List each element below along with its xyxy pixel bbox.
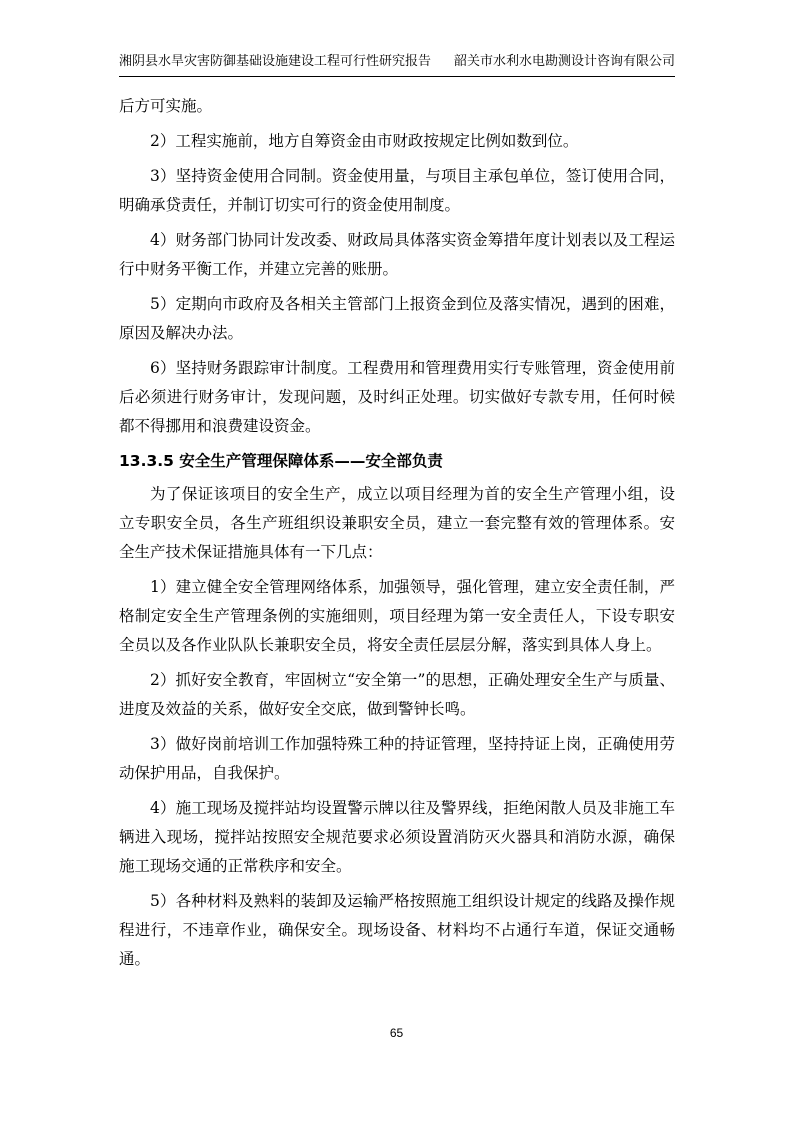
paragraph: 后方可实施。	[119, 97, 213, 115]
paragraph: 3）做好岗前培训工作加强特殊工种的持证管理，坚持持证上岗，正确使用劳动保护用品，自我保护。	[119, 735, 675, 782]
paragraph: 2）工程实施前，地方自筹资金由市财政按规定比例如数到位。	[150, 132, 579, 150]
page-header	[119, 52, 675, 77]
section-heading: 13.3.5 安全生产管理保障体系——安全部负责	[119, 452, 443, 470]
paragraph: 4）财务部门协同计发改委、财政局具体落实资金筹措年度计划表以及工程运行中财务平衡工作，并建立完善的账册。	[119, 231, 675, 278]
paragraph: 4）施工现场及搅拌站均设置警示牌以往及警界线，拒绝闲散人员及非施工车辆进入现场，搅拌站按照安全规范要求必须设置消防灭火器具和消防水源，确保施工现场交通的正常秩序和安全。	[119, 799, 675, 875]
paragraph: 为了保证该项目的安全生产，成立以项目经理为首的安全生产管理小组，设立专职安全员，各生产班组织设兼职安全员，建立一套完整有效的管理体系。安全生产技术保证措施具体有一下几点：	[119, 485, 675, 561]
paragraph: 5）定期向市政府及各相关主管部门上报资金到位及落实情况，遇到的困难，原因及解决办法。	[119, 295, 675, 342]
page-number: 65	[389, 1026, 404, 1040]
paragraph: 1）建立健全安全管理网络体系，加强领导，强化管理，建立安全责任制，严格制定安全生产管理条例的实施细则，项目经理为第一安全责任人，下设专职安全员以及各作业队队长兼职安全员，将安全责任层层分解，落实到具体人身上。	[119, 578, 675, 654]
paragraph: 3）坚持资金使用合同制。资金使用量，与项目主承包单位，签订使用合同，明确承贷责任，并制订切实可行的资金使用制度。	[119, 167, 675, 214]
header-company-name: 韶关市水利水电勘测设计咨询有限公司	[453, 54, 675, 69]
header-report-title: 湘阴县水旱灾害防御基础设施建设工程可行性研究报告	[119, 54, 432, 69]
paragraph: 5）各种材料及熟料的装卸及运输严格按照施工组织设计规定的线路及操作规程进行，不违章作业，确保安全。现场设备、材料均不占通行车道，保证交通畅通。	[119, 892, 675, 968]
paragraph: 2）抓好安全教育，牢固树立“安全第一”的思想，正确处理安全生产与质量、进度及效益的关系，做好安全交底，做到警钟长鸣。	[119, 671, 675, 718]
paragraph: 6）坚持财务跟踪审计制度。工程费用和管理费用实行专账管理，资金使用前后必须进行财务审计，发现问题，及时纠正处理。切实做好专款专用，任何时候都不得挪用和浪费建设资金。	[119, 359, 675, 435]
document-body	[119, 92, 675, 980]
